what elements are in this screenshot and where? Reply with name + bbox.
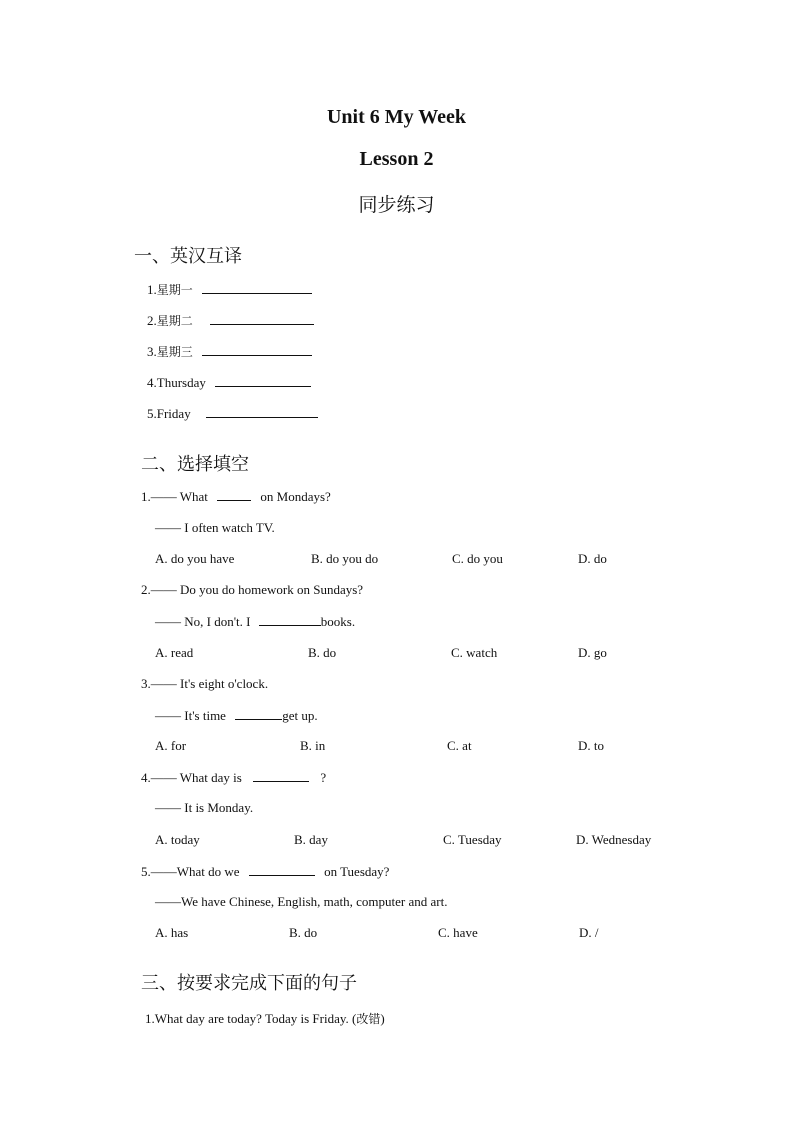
answer-blank[interactable] xyxy=(202,281,312,294)
question-4: 4.—— What day is ? xyxy=(141,770,327,785)
question-3: 3.—— It's eight o'clock. xyxy=(141,676,269,691)
q3-option-b[interactable]: B. in xyxy=(300,738,326,753)
q2-option-b[interactable]: B. do xyxy=(308,645,337,660)
question-1-reply: —— I often watch TV. xyxy=(155,520,275,535)
q2-option-c[interactable]: C. watch xyxy=(451,645,498,660)
translate-item-4: 4.Thursday xyxy=(147,374,311,391)
answer-blank[interactable] xyxy=(259,613,321,626)
translate-item-1: 1.星期一 xyxy=(147,281,312,298)
section-1-heading: 一、英汉互译 xyxy=(134,246,242,267)
translate-item-5: 5.Friday xyxy=(147,405,318,422)
answer-blank[interactable] xyxy=(202,343,312,356)
q5-option-c[interactable]: C. have xyxy=(438,925,478,940)
translate-item-3: 3.星期三 xyxy=(147,343,312,360)
q1-option-b[interactable]: B. do you do xyxy=(311,551,379,566)
q4-option-d[interactable]: D. Wednesday xyxy=(576,832,652,847)
q4-option-b[interactable]: B. day xyxy=(294,832,328,847)
q3-option-a[interactable]: A. for xyxy=(155,738,187,753)
q5-option-a[interactable]: A. has xyxy=(155,925,189,940)
answer-blank[interactable] xyxy=(215,374,311,387)
answer-blank[interactable] xyxy=(206,405,318,418)
q3-option-d[interactable]: D. to xyxy=(578,738,604,753)
answer-blank[interactable] xyxy=(210,312,314,325)
question-2: 2.—— Do you do homework on Sundays? xyxy=(141,582,364,597)
question-5: 5.——What do we on Tuesday? xyxy=(141,864,390,879)
q2-option-a[interactable]: A. read xyxy=(155,645,194,660)
q2-option-d[interactable]: D. go xyxy=(578,645,607,660)
q1-option-a[interactable]: A. do you have xyxy=(155,551,235,566)
translate-item-2: 2.星期二 xyxy=(147,312,314,329)
rewrite-item-1: 1.What day are today? Today is Friday. (改错) xyxy=(145,1011,385,1026)
q5-option-b[interactable]: B. do xyxy=(289,925,318,940)
q1-option-c[interactable]: C. do you xyxy=(452,551,503,566)
q4-option-a[interactable]: A. today xyxy=(155,832,200,847)
lesson-title: Lesson 2 xyxy=(359,148,434,170)
section-2-heading: 二、选择填空 xyxy=(141,454,249,475)
answer-blank[interactable] xyxy=(235,707,282,720)
question-4-reply: —— It is Monday. xyxy=(155,800,254,815)
q4-option-c[interactable]: C. Tuesday xyxy=(443,832,502,847)
section-3-heading: 三、按要求完成下面的句子 xyxy=(141,973,357,994)
answer-blank[interactable] xyxy=(217,488,251,501)
answer-blank[interactable] xyxy=(249,863,315,876)
question-2-reply: —— No, I don't. I books. xyxy=(155,614,356,629)
page-subtitle: 同步练习 xyxy=(358,194,435,216)
page-title: Unit 6 My Week xyxy=(326,106,467,128)
question-1: 1.—— What on Mondays? xyxy=(141,489,331,504)
q1-option-d[interactable]: D. do xyxy=(578,551,607,566)
q5-option-d[interactable]: D. / xyxy=(579,925,599,940)
question-3-reply: —— It's time get up. xyxy=(155,708,318,723)
answer-blank[interactable] xyxy=(253,769,309,782)
question-5-reply: ——We have Chinese, English, math, computer and art. xyxy=(155,894,448,909)
q3-option-c[interactable]: C. at xyxy=(447,738,472,753)
